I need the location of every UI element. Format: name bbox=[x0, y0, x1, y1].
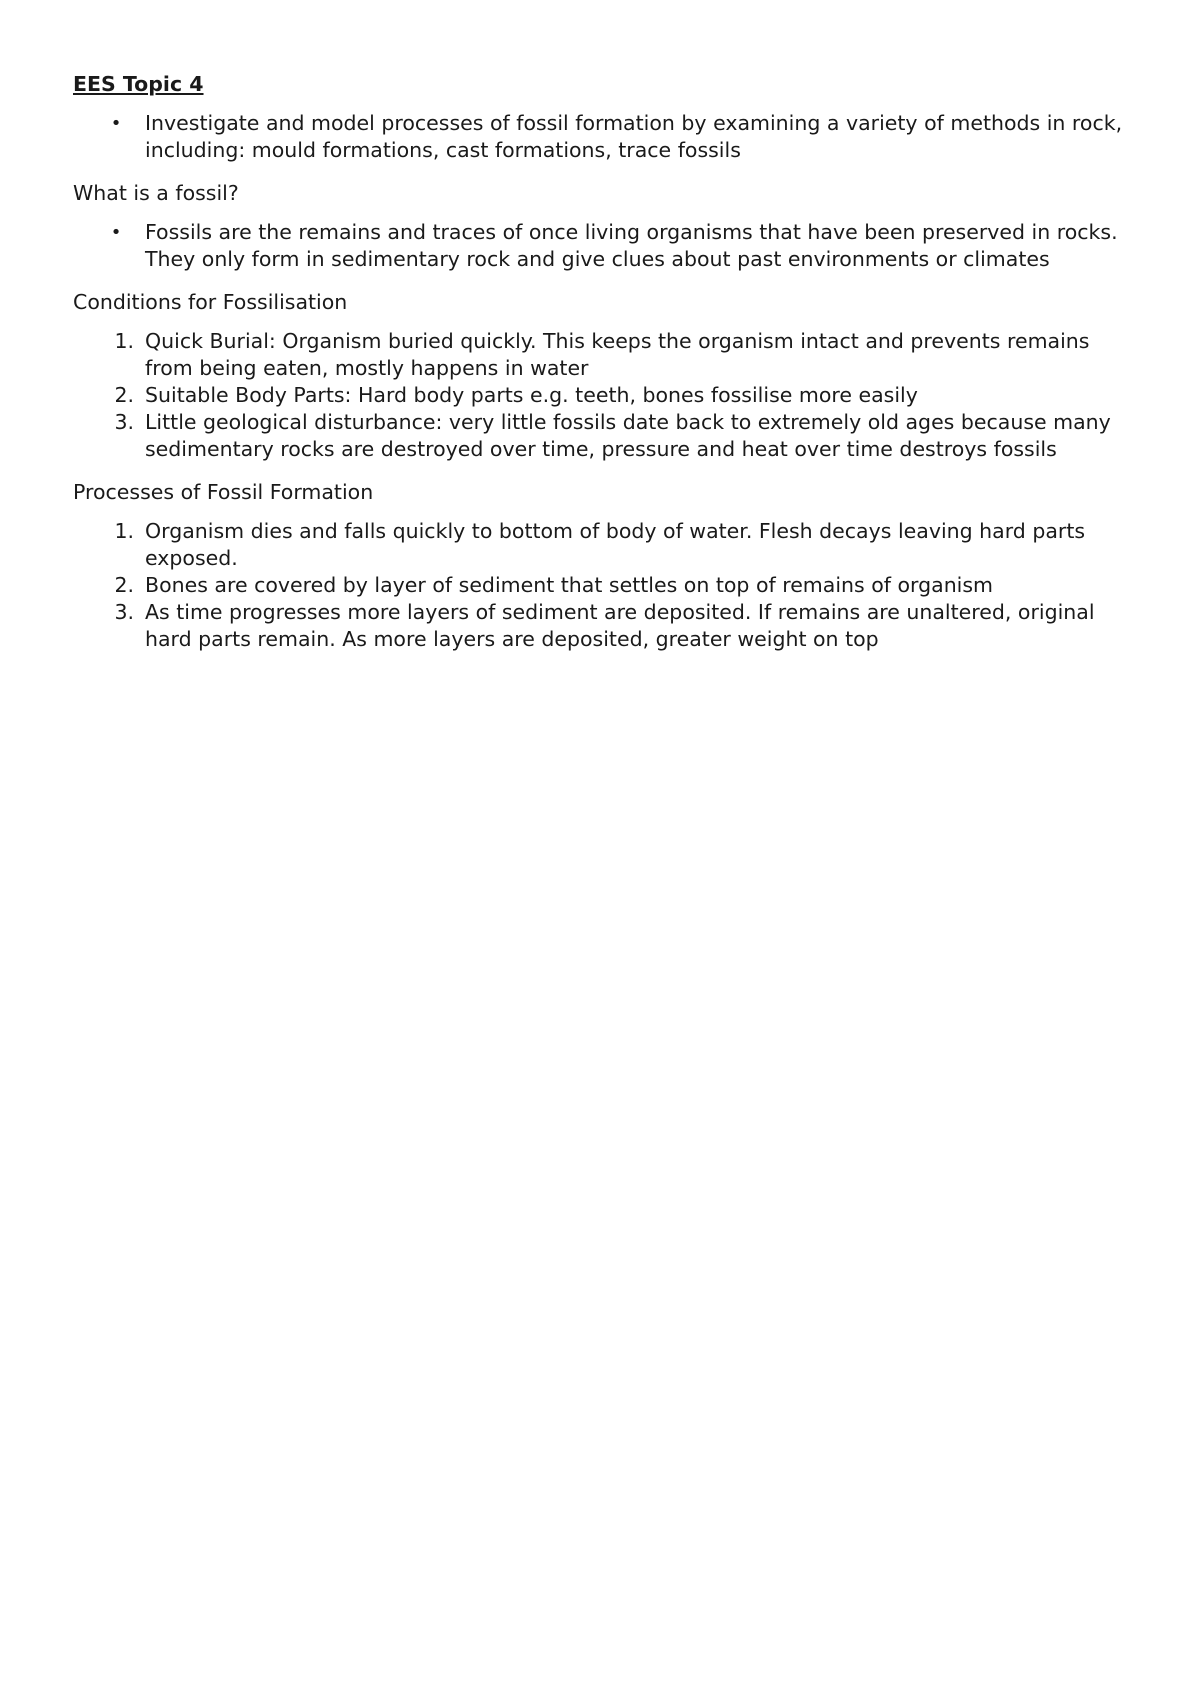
list-item-text: Investigate and model processes of fossil formation by examining a variety of methods in rock, including: mould formations, cast formations, trace fossils bbox=[145, 111, 1123, 162]
list-item bbox=[114, 409, 1143, 463]
list-item-text: Fossils are the remains and traces of once living organisms that have been preserved in rocks. They only form in sedimentary rock and give clues about past environments or climates bbox=[145, 220, 1118, 271]
number-marker: 2. bbox=[114, 573, 134, 597]
document-title: EES Topic 4 bbox=[73, 72, 204, 96]
number-marker: 3. bbox=[114, 600, 134, 624]
list-item bbox=[114, 328, 1143, 382]
list-item bbox=[110, 110, 1143, 164]
section-heading-what-is-fossil: What is a fossil? bbox=[73, 181, 239, 205]
list-item bbox=[110, 219, 1143, 273]
number-marker: 3. bbox=[114, 410, 134, 434]
list-item bbox=[114, 599, 1143, 653]
number-marker: 1. bbox=[114, 519, 134, 543]
section-heading-processes: Processes of Fossil Formation bbox=[73, 480, 374, 504]
bullet-marker: • bbox=[110, 113, 122, 134]
processes-list bbox=[73, 518, 1143, 653]
list-item bbox=[114, 382, 1143, 409]
section-heading-conditions: Conditions for Fossilisation bbox=[73, 290, 348, 314]
list-item-text: Suitable Body Parts: Hard body parts e.g. teeth, bones fossilise more easily bbox=[145, 383, 918, 407]
list-item-text: Little geological disturbance: very little fossils date back to extremely old ages because many sedimentary rocks are destroyed over time, pressure and heat over time destroys fossils bbox=[145, 410, 1111, 461]
number-marker: 2. bbox=[114, 383, 134, 407]
bullet-marker: • bbox=[110, 222, 122, 243]
number-marker: 1. bbox=[114, 329, 134, 353]
document-page bbox=[73, 71, 1143, 669]
list-item-text: Organism dies and falls quickly to bottom of body of water. Flesh decays leaving hard parts exposed. bbox=[145, 519, 1086, 570]
list-item-text: Bones are covered by layer of sediment that settles on top of remains of organism bbox=[145, 573, 994, 597]
list-item-text: As time progresses more layers of sediment are deposited. If remains are unaltered, original hard parts remain. As more layers are deposited, greater weight on top bbox=[145, 600, 1095, 651]
list-item bbox=[114, 518, 1143, 572]
fossil-definition-list bbox=[73, 219, 1143, 273]
list-item-text: Quick Burial: Organism buried quickly. This keeps the organism intact and prevents remains from being eaten, mostly happens in water bbox=[145, 329, 1090, 380]
conditions-list bbox=[73, 328, 1143, 463]
list-item bbox=[114, 572, 1143, 599]
intro-bullet-list bbox=[73, 110, 1143, 164]
